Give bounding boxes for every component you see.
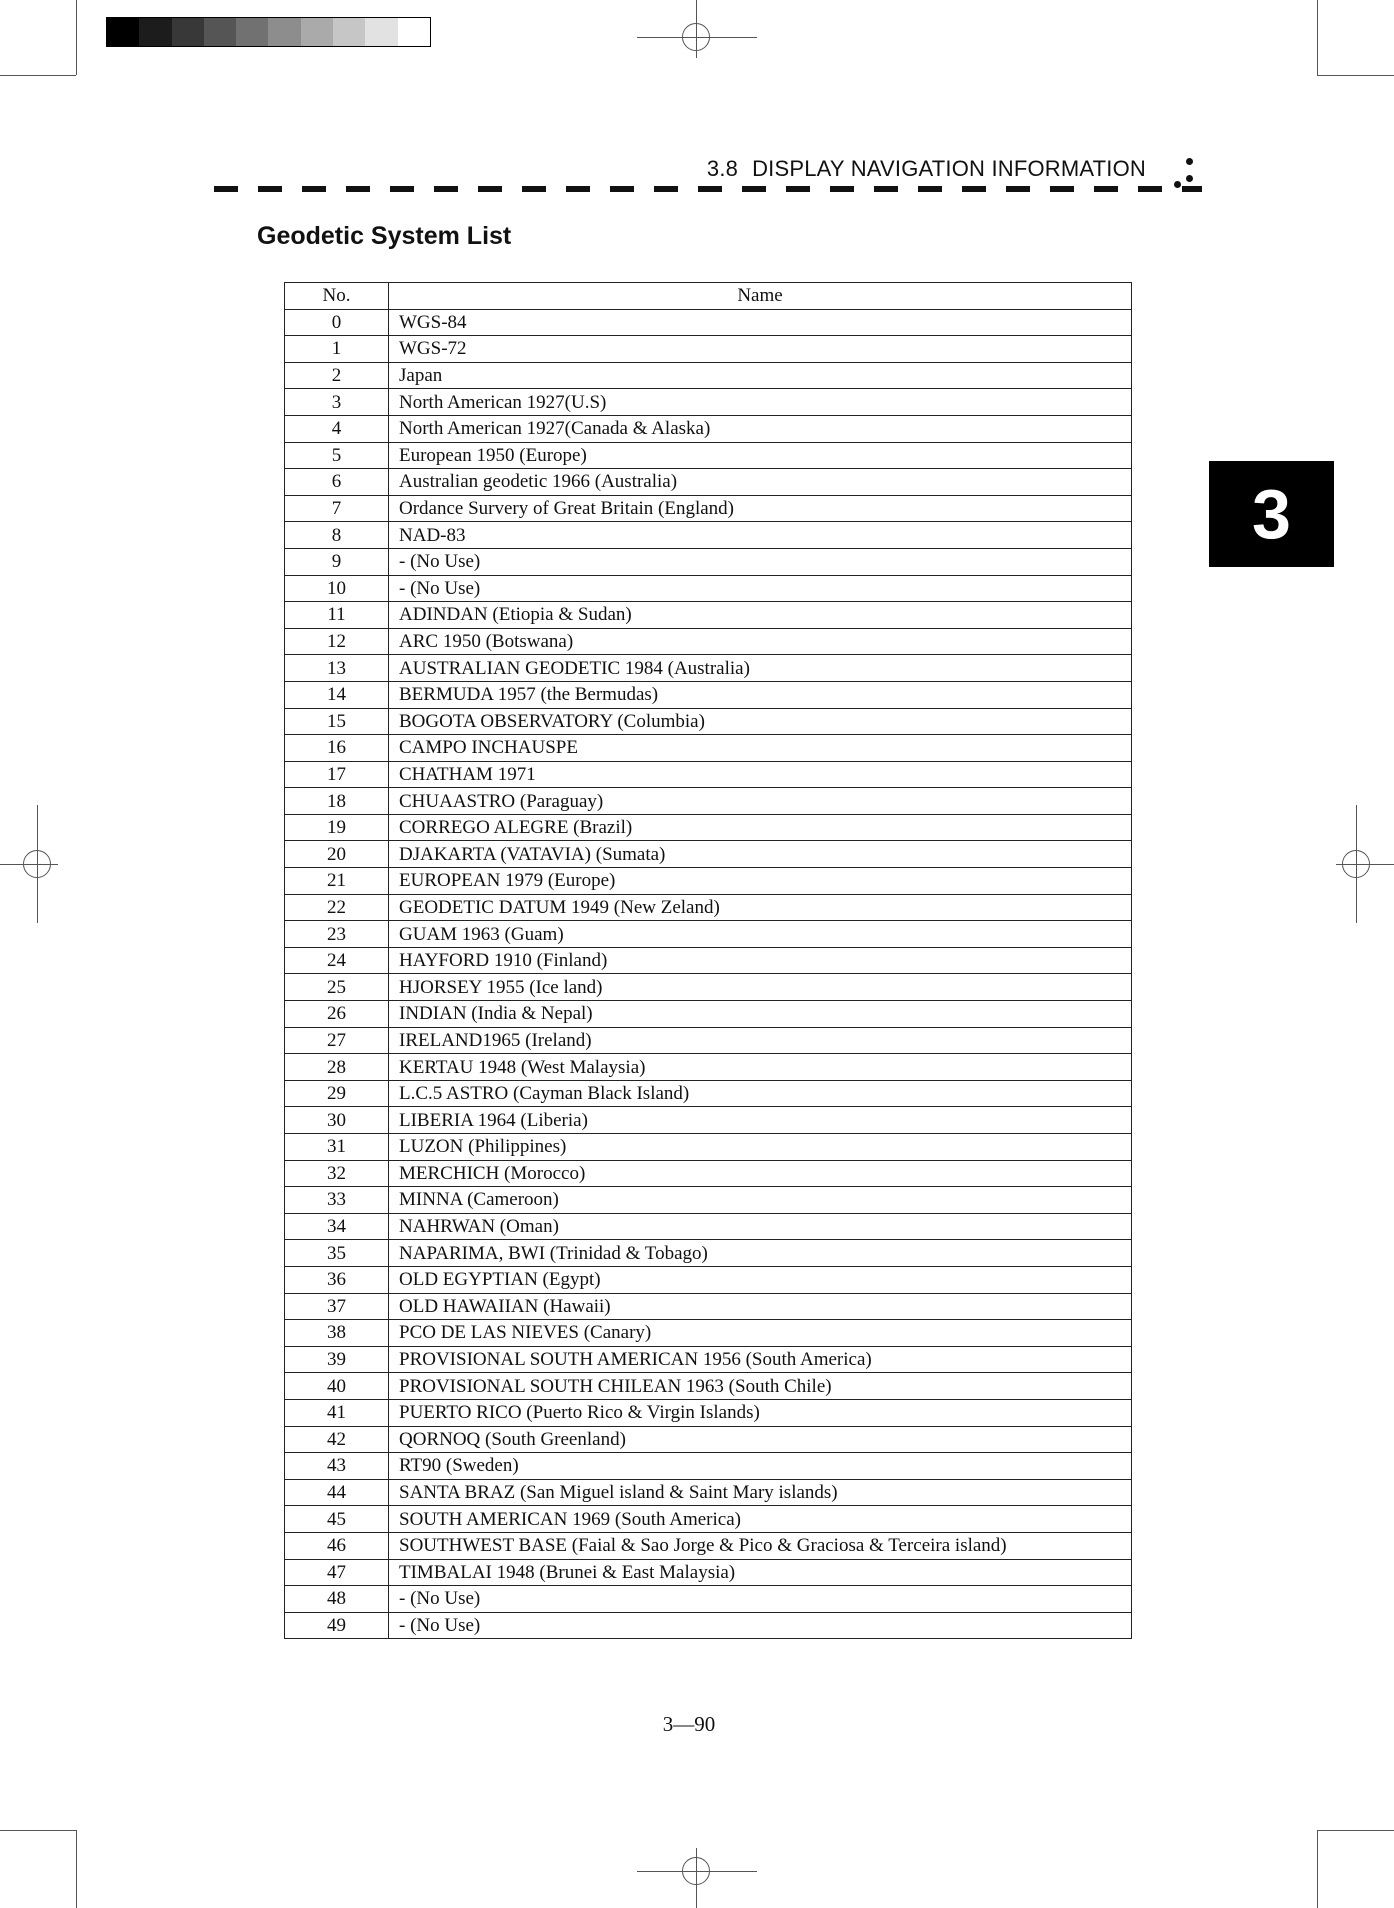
table-row [285, 336, 1132, 363]
table-row [285, 1134, 1132, 1161]
registration-circle [23, 850, 51, 878]
cell-number: 31 [285, 1134, 389, 1161]
table-row [285, 947, 1132, 974]
cell-number: 28 [285, 1054, 389, 1081]
table-row [285, 495, 1132, 522]
table-row [285, 1506, 1132, 1533]
cell-number: 36 [285, 1266, 389, 1293]
table-row [285, 1160, 1132, 1187]
cell-name: OLD EGYPTIAN (Egypt) [389, 1266, 1132, 1293]
cell-name: BERMUDA 1957 (the Bermudas) [389, 681, 1132, 708]
cell-number: 16 [285, 735, 389, 762]
section-title-text: DISPLAY NAVIGATION INFORMATION [752, 156, 1146, 181]
table-row [285, 1399, 1132, 1426]
table-row [285, 628, 1132, 655]
cell-number: 4 [285, 415, 389, 442]
table-row [285, 1266, 1132, 1293]
cell-number: 23 [285, 921, 389, 948]
cell-number: 34 [285, 1213, 389, 1240]
table-row [285, 708, 1132, 735]
table-row [285, 1213, 1132, 1240]
cell-name: PROVISIONAL SOUTH CHILEAN 1963 (South Chile) [389, 1373, 1132, 1400]
crop-mark [1317, 75, 1394, 76]
table-row [285, 655, 1132, 682]
cell-name: CHUAASTRO (Paraguay) [389, 788, 1132, 815]
table-row [285, 1001, 1132, 1028]
table-row [285, 1027, 1132, 1054]
cell-number: 11 [285, 602, 389, 629]
table-row [285, 735, 1132, 762]
cell-name: PUERTO RICO (Puerto Rico & Virgin Islands) [389, 1399, 1132, 1426]
cell-number: 35 [285, 1240, 389, 1267]
table-row [285, 1054, 1132, 1081]
table-row [285, 761, 1132, 788]
header-dots-icon [1174, 158, 1198, 188]
cell-number: 10 [285, 575, 389, 602]
cell-name: L.C.5 ASTRO (Cayman Black Island) [389, 1080, 1132, 1107]
cell-number: 2 [285, 362, 389, 389]
cell-number: 19 [285, 814, 389, 841]
cell-name: CHATHAM 1971 [389, 761, 1132, 788]
cell-name: North American 1927(U.S) [389, 389, 1132, 416]
table-row [285, 894, 1132, 921]
cell-name: KERTAU 1948 (West Malaysia) [389, 1054, 1132, 1081]
crop-mark [1317, 1830, 1318, 1908]
cell-name: MINNA (Cameroon) [389, 1187, 1132, 1214]
cell-number: 21 [285, 868, 389, 895]
cell-number: 17 [285, 761, 389, 788]
cell-name: EUROPEAN 1979 (Europe) [389, 868, 1132, 895]
crop-mark [1317, 0, 1318, 75]
cell-name: - (No Use) [389, 1586, 1132, 1613]
table-row [285, 1612, 1132, 1639]
cell-name: ADINDAN (Etiopia & Sudan) [389, 602, 1132, 629]
table-row [285, 1479, 1132, 1506]
table-row [285, 522, 1132, 549]
table-row [285, 1080, 1132, 1107]
cell-name: CORREGO ALEGRE (Brazil) [389, 814, 1132, 841]
table-row [285, 788, 1132, 815]
cell-number: 33 [285, 1187, 389, 1214]
crop-mark [0, 1830, 76, 1831]
table-row [285, 1453, 1132, 1480]
cell-name: SOUTH AMERICAN 1969 (South America) [389, 1506, 1132, 1533]
grayscale-calibration-bar [106, 17, 431, 47]
cell-name: GUAM 1963 (Guam) [389, 921, 1132, 948]
table-body [285, 309, 1132, 1639]
crop-mark [76, 0, 77, 75]
cell-name: MERCHICH (Morocco) [389, 1160, 1132, 1187]
cell-number: 47 [285, 1559, 389, 1586]
cell-number: 38 [285, 1320, 389, 1347]
cell-number: 15 [285, 708, 389, 735]
crop-mark [0, 75, 76, 76]
table-row [285, 814, 1132, 841]
cell-number: 6 [285, 469, 389, 496]
cell-name: RT90 (Sweden) [389, 1453, 1132, 1480]
cell-number: 1 [285, 336, 389, 363]
cell-number: 46 [285, 1532, 389, 1559]
geodetic-system-table [284, 282, 1132, 1639]
page-number: 3―90 [662, 1712, 716, 1736]
cell-name: NAHRWAN (Oman) [389, 1213, 1132, 1240]
cell-name: Ordance Survery of Great Britain (England) [389, 495, 1132, 522]
section-number: 3.8 [706, 156, 739, 181]
cell-name: PCO DE LAS NIEVES (Canary) [389, 1320, 1132, 1347]
registration-circle [682, 23, 710, 51]
table-row [285, 362, 1132, 389]
chapter-tab: 3 [1209, 461, 1334, 567]
dashed-rule [214, 186, 1202, 192]
table-row [285, 1187, 1132, 1214]
cell-number: 26 [285, 1001, 389, 1028]
cell-number: 39 [285, 1346, 389, 1373]
cell-number: 12 [285, 628, 389, 655]
table-row [285, 1559, 1132, 1586]
table-row [285, 1107, 1132, 1134]
cell-name: PROVISIONAL SOUTH AMERICAN 1956 (South America) [389, 1346, 1132, 1373]
cell-name: Australian geodetic 1966 (Australia) [389, 469, 1132, 496]
table-row [285, 389, 1132, 416]
table-row [285, 1240, 1132, 1267]
cell-number: 37 [285, 1293, 389, 1320]
cell-number: 45 [285, 1506, 389, 1533]
cell-number: 48 [285, 1586, 389, 1613]
table-row [285, 974, 1132, 1001]
registration-circle [1342, 850, 1370, 878]
cell-name: INDIAN (India & Nepal) [389, 1001, 1132, 1028]
cell-name: WGS-72 [389, 336, 1132, 363]
cell-name: HJORSEY 1955 (Ice land) [389, 974, 1132, 1001]
cell-number: 3 [285, 389, 389, 416]
cell-name: CAMPO INCHAUSPE [389, 735, 1132, 762]
cell-name: OLD HAWAIIAN (Hawaii) [389, 1293, 1132, 1320]
cell-number: 32 [285, 1160, 389, 1187]
cell-number: 22 [285, 894, 389, 921]
cell-name: - (No Use) [389, 575, 1132, 602]
table-row [285, 1586, 1132, 1613]
section-title [707, 156, 1146, 182]
cell-name: - (No Use) [389, 1612, 1132, 1639]
cell-name: AUSTRALIAN GEODETIC 1984 (Australia) [389, 655, 1132, 682]
table-row [285, 1293, 1132, 1320]
cell-number: 29 [285, 1080, 389, 1107]
registration-circle [682, 1857, 710, 1885]
table-row [285, 1426, 1132, 1453]
cell-name: SOUTHWEST BASE (Faial & Sao Jorge & Pico & Graciosa & Terceira island) [389, 1532, 1132, 1559]
cell-number: 41 [285, 1399, 389, 1426]
column-header-no: No. [285, 283, 389, 310]
cell-number: 9 [285, 548, 389, 575]
cell-name: LUZON (Philippines) [389, 1134, 1132, 1161]
cell-name: North American 1927(Canada & Alaska) [389, 415, 1132, 442]
cell-name: QORNOQ (South Greenland) [389, 1426, 1132, 1453]
table-row [285, 868, 1132, 895]
table-header-row [285, 283, 1132, 310]
cell-name: BOGOTA OBSERVATORY (Columbia) [389, 708, 1132, 735]
crop-mark [76, 1830, 77, 1908]
cell-name: NAD-83 [389, 522, 1132, 549]
cell-number: 27 [285, 1027, 389, 1054]
crop-mark [1317, 1830, 1394, 1831]
table-row [285, 575, 1132, 602]
cell-number: 30 [285, 1107, 389, 1134]
cell-name: - (No Use) [389, 548, 1132, 575]
table-row [285, 921, 1132, 948]
table-row [285, 681, 1132, 708]
cell-name: IRELAND1965 (Ireland) [389, 1027, 1132, 1054]
table-row [285, 1373, 1132, 1400]
cell-number: 20 [285, 841, 389, 868]
cell-number: 13 [285, 655, 389, 682]
cell-number: 44 [285, 1479, 389, 1506]
cell-number: 40 [285, 1373, 389, 1400]
cell-number: 0 [285, 309, 389, 336]
table-row [285, 442, 1132, 469]
cell-name: SANTA BRAZ (San Miguel island & Saint Mary islands) [389, 1479, 1132, 1506]
table-row [285, 602, 1132, 629]
section-header [214, 156, 1202, 198]
cell-number: 49 [285, 1612, 389, 1639]
column-header-name: Name [389, 283, 1132, 310]
cell-number: 7 [285, 495, 389, 522]
cell-number: 24 [285, 947, 389, 974]
page-title: Geodetic System List [257, 222, 512, 250]
cell-name: ARC 1950 (Botswana) [389, 628, 1132, 655]
cell-number: 42 [285, 1426, 389, 1453]
table-row [285, 309, 1132, 336]
cell-name: DJAKARTA (VATAVIA) (Sumata) [389, 841, 1132, 868]
table-row [285, 469, 1132, 496]
cell-name: HAYFORD 1910 (Finland) [389, 947, 1132, 974]
table-row [285, 1532, 1132, 1559]
table-row [285, 1320, 1132, 1347]
cell-number: 8 [285, 522, 389, 549]
table-row [285, 415, 1132, 442]
cell-name: NAPARIMA, BWI (Trinidad & Tobago) [389, 1240, 1132, 1267]
cell-number: 43 [285, 1453, 389, 1480]
table-row [285, 548, 1132, 575]
cell-name: GEODETIC DATUM 1949 (New Zeland) [389, 894, 1132, 921]
cell-number: 18 [285, 788, 389, 815]
cell-name: WGS-84 [389, 309, 1132, 336]
cell-number: 25 [285, 974, 389, 1001]
table-row [285, 1346, 1132, 1373]
table-row [285, 841, 1132, 868]
cell-name: TIMBALAI 1948 (Brunei & East Malaysia) [389, 1559, 1132, 1586]
cell-name: Japan [389, 362, 1132, 389]
cell-number: 5 [285, 442, 389, 469]
cell-name: LIBERIA 1964 (Liberia) [389, 1107, 1132, 1134]
cell-name: European 1950 (Europe) [389, 442, 1132, 469]
cell-number: 14 [285, 681, 389, 708]
